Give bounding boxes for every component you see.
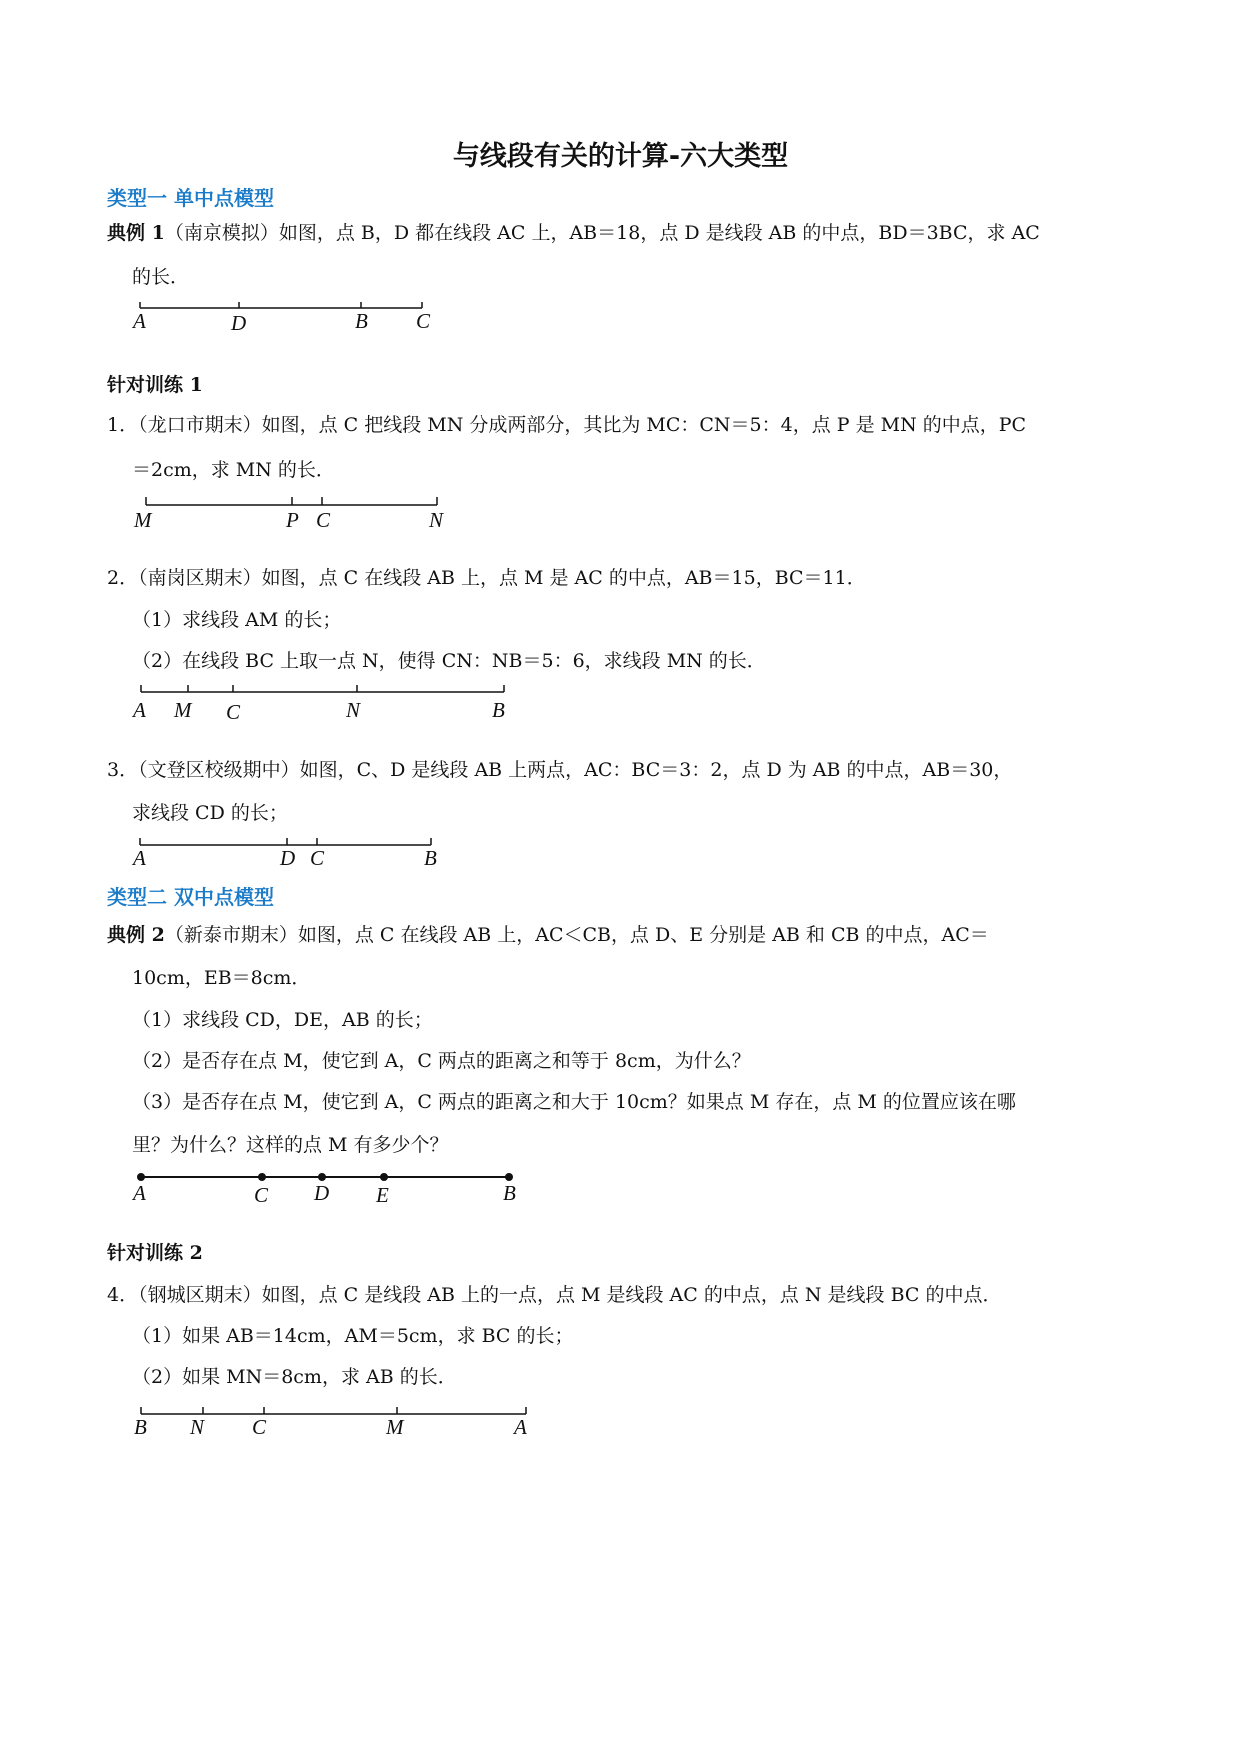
example2-line2: 10cm，EB＝8cm．: [132, 967, 311, 989]
figure-example1: [131, 302, 431, 335]
q4-sub1: （1）如果 AB＝14cm，AM＝5cm，求 BC 的长；: [132, 1325, 574, 1347]
page-title: 与线段有关的计算-六大类型: [452, 141, 789, 172]
label-point-m: M: [174, 698, 192, 722]
label-point-a: A: [514, 1415, 527, 1439]
section-heading-type2: 类型二 双中点模型: [107, 885, 274, 909]
label-point-m: M: [386, 1415, 404, 1439]
label-point-b: B: [503, 1181, 516, 1205]
label-point-a: A: [133, 309, 146, 333]
label-point-a: A: [133, 1181, 146, 1205]
label-point-n: N: [429, 508, 444, 532]
example2-text: （新泰市期末）如图，点 C 在线段 AB 上，AC＜CB，点 D、E 分别是 AB 和 CB 的中点，AC＝: [164, 924, 989, 946]
figure-example2: [131, 1173, 516, 1207]
q2-sub1: （1）求线段 AM 的长；: [132, 609, 342, 631]
q3-line1: 3．（文登区校级期中）如图，C、D 是线段 AB 上两点，AC：BC＝3：2，点 D 为 AB 的中点，AB＝30，: [107, 759, 1013, 781]
label-point-c: C: [310, 846, 325, 870]
example1-label: 典例 1: [107, 222, 165, 244]
label-point-m: M: [134, 508, 152, 532]
example2-label: 典例 2: [107, 924, 165, 946]
label-point-p: P: [286, 508, 299, 532]
q4-line1: 4．（钢城区期末）如图，点 C 是线段 AB 上的一点，点 M 是线段 AC 的中点，点 N 是线段 BC 的中点．: [107, 1284, 1002, 1306]
q2-line1: 2．（南岗区期末）如图，点 C 在线段 AB 上，点 M 是 AC 的中点，AB＝15，BC＝11．: [107, 567, 866, 589]
example2-sub1: （1）求线段 CD，DE，AB 的长；: [132, 1009, 433, 1031]
q3-line2: 求线段 CD 的长；: [132, 802, 288, 824]
figure-q3: [131, 838, 437, 870]
example2-sub3-line1: （3）是否存在点 M，使它到 A，C 两点的距离之和大于 10cm？如果点 M 存在，点 M 的位置应该在哪: [132, 1091, 1016, 1113]
figure-q4: [134, 1407, 527, 1439]
label-point-b: B: [355, 309, 368, 333]
label-point-d: D: [231, 311, 247, 335]
label-point-d: D: [280, 846, 296, 870]
q1-line1: 1．（龙口市期末）如图，点 C 把线段 MN 分成两部分，其比为 MC：CN＝5：4，点 P 是 MN 的中点，PC: [107, 414, 1027, 436]
example2-sub3-line2: 里？为什么？这样的点 M 有多少个？: [132, 1134, 449, 1156]
label-point-e: E: [376, 1183, 389, 1207]
figure-q2: [131, 685, 505, 724]
example2-sub2: （2）是否存在点 M，使它到 A，C 两点的距离之和等于 8cm，为什么？: [132, 1050, 751, 1072]
training2-heading: 针对训练 2: [107, 1242, 203, 1264]
example2-line1: [107, 924, 989, 947]
figure-q1: [133, 497, 444, 532]
q4-sub2: （2）如果 MN＝8cm，求 AB 的长．: [132, 1366, 457, 1388]
label-point-a: A: [133, 698, 146, 722]
label-point-c: C: [316, 508, 331, 532]
label-point-b: B: [492, 698, 505, 722]
q1-line2: ＝2cm，求 MN 的长．: [132, 459, 335, 481]
section-heading-type1: 类型一 单中点模型: [107, 186, 274, 210]
example1-line2: 的长．: [132, 266, 190, 288]
label-point-n: N: [190, 1415, 205, 1439]
label-point-b: B: [424, 846, 437, 870]
label-point-b: B: [134, 1415, 147, 1439]
label-point-c: C: [416, 309, 431, 333]
label-point-c: C: [252, 1415, 267, 1439]
label-point-c: C: [254, 1183, 269, 1207]
label-point-d: D: [314, 1181, 330, 1205]
training1-heading: 针对训练 1: [107, 374, 203, 396]
label-point-a: A: [133, 846, 146, 870]
label-point-n: N: [346, 698, 361, 722]
q2-sub2: （2）在线段 BC 上取一点 N，使得 CN：NB＝5：6，求线段 MN 的长．: [132, 650, 766, 672]
example1-text: （南京模拟）如图，点 B，D 都在线段 AC 上，AB＝18，点 D 是线段 AB 的中点，BD＝3BC，求 AC: [164, 222, 1040, 244]
label-point-c: C: [226, 700, 241, 724]
